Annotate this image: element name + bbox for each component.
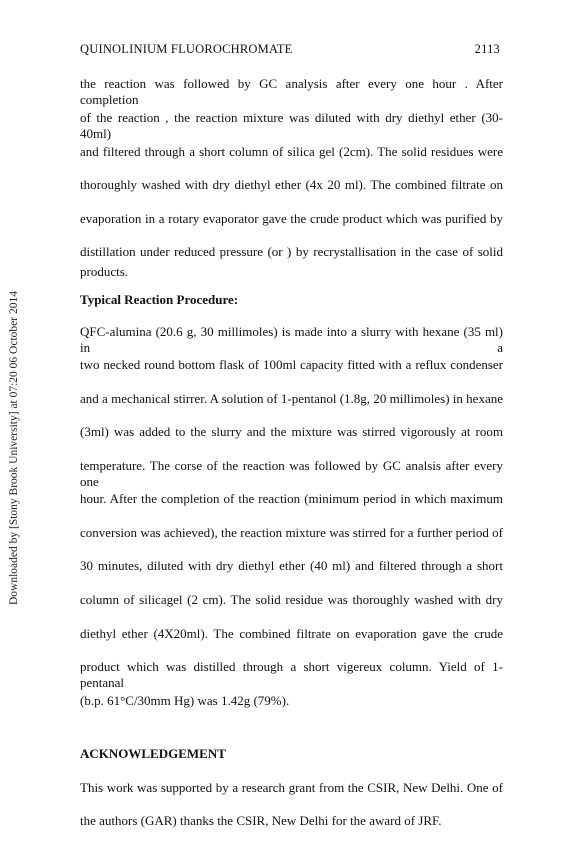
- running-header: [80, 42, 500, 57]
- paragraph-line: and filtered through a short column of silica gel (2cm). The solid residues were: [80, 144, 503, 159]
- paragraph-line: thoroughly washed with dry diethyl ether (4x 20 ml). The combined filtrate on: [80, 177, 503, 192]
- paragraph-line: (3ml) was added to the slurry and the mixture was stirred vigorously at room: [80, 424, 503, 439]
- paragraph-line: (b.p. 61°C/30mm Hg) was 1.42g (79%).: [80, 693, 290, 708]
- paragraph-line: of the reaction , the reaction mixture was diluted with dry diethyl ether (30-40ml): [80, 110, 503, 141]
- paragraph-line: distillation under reduced pressure (or ) by recrystallisation in the case of solid: [80, 244, 503, 259]
- paragraph-line: diethyl ether (4X20ml). The combined filtrate on evaporation gave the crude: [80, 626, 503, 641]
- paragraph-line: 30 minutes, diluted with dry diethyl ether (40 ml) and filtered through a short: [80, 558, 503, 573]
- paragraph-line: evaporation in a rotary evaporator gave the crude product which was purified by: [80, 211, 503, 226]
- paragraph-line: hour. After the completion of the reaction (minimum period in which maximum: [80, 491, 503, 506]
- paragraph-line: column of silicagel (2 cm). The solid residue was thoroughly washed with dry: [80, 592, 503, 607]
- download-watermark: Downloaded by [Stony Brook University] at 07:20 06 October 2014: [8, 291, 20, 605]
- running-title: QUINOLINIUM FLUOROCHROMATE: [80, 42, 293, 56]
- paragraph-line: product which was distilled through a short vigereux column. Yield of 1- pentanal: [80, 659, 503, 690]
- paragraph-line: QFC-alumina (20.6 g, 30 millimoles) is made into a slurry with hexane (35 ml) in a: [80, 324, 503, 355]
- page-number: 2113: [474, 42, 500, 56]
- paragraph-line: two necked round bottom flask of 100ml capacity fitted with a reflux condenser: [80, 357, 503, 372]
- paragraph-line: conversion was achieved), the reaction mixture was stirred for a further period of: [80, 525, 503, 540]
- section-heading: ACKNOWLEDGEMENT: [80, 746, 226, 761]
- paragraph-line: products.: [80, 264, 129, 279]
- paragraph-line: and a mechanical stirrer. A solution of 1-pentanol (1.8g, 20 millimoles) in hexane: [80, 391, 503, 406]
- paragraph-line: the authors (GAR) thanks the CSIR, New Delhi for the award of JRF.: [80, 813, 442, 828]
- paragraph-line: temperature. The corse of the reaction was followed by GC analsis after every one: [80, 458, 503, 489]
- paragraph-line: the reaction was followed by GC analysis after every one hour . After completion: [80, 76, 503, 107]
- paragraph-line: This work was supported by a research grant from the CSIR, New Delhi. One of: [80, 780, 503, 795]
- section-heading: Typical Reaction Procedure:: [80, 292, 239, 307]
